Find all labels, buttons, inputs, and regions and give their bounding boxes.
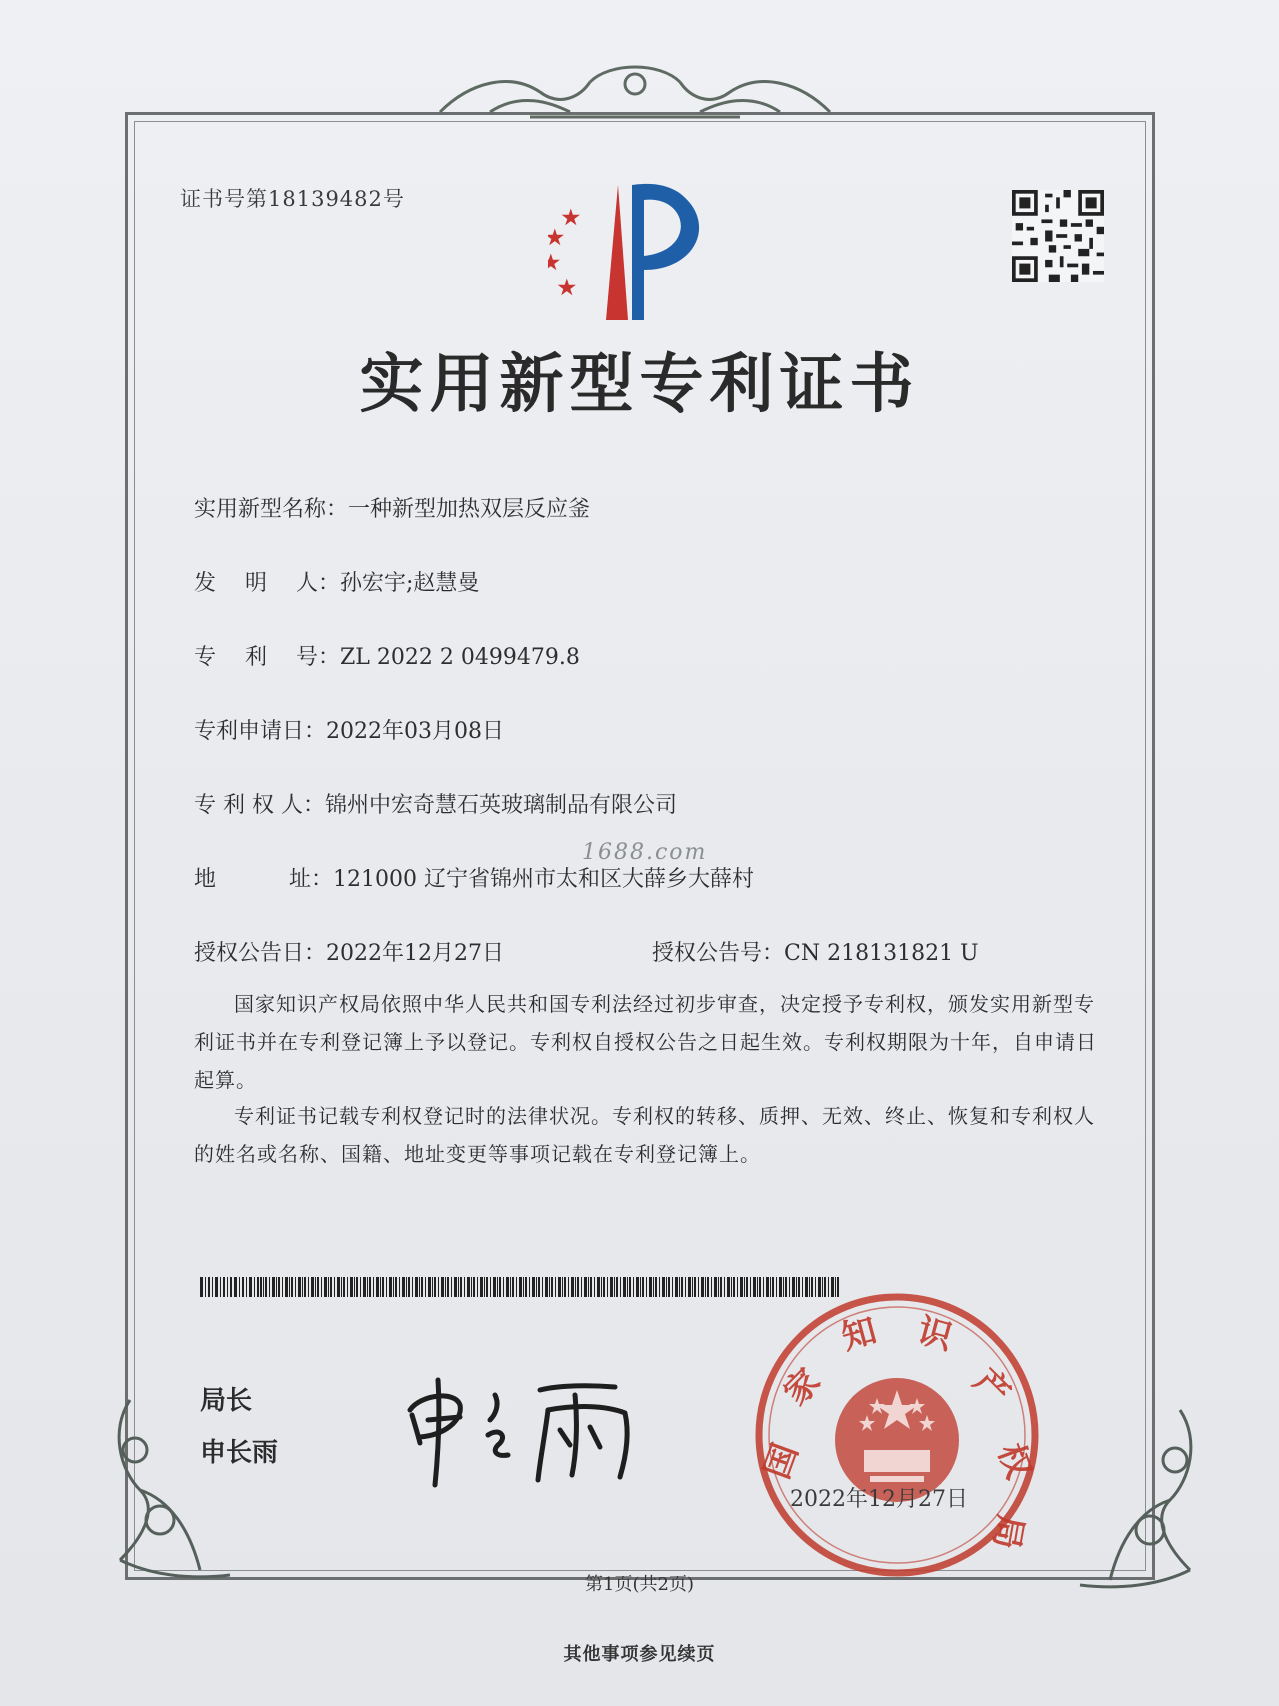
patent-number-row (194, 640, 580, 671)
director-title: 局长 (200, 1386, 253, 1416)
legal-paragraph-2: 专利证书记载专利权登记时的法律状况。专利权的转移、质押、无效、终止、恢复和专利权人的姓名或名称、国籍、地址变更等事项记载在专利登记簿上。 (194, 1104, 1095, 1166)
certificate-title: 实用新型专利证书 (359, 348, 920, 422)
patent-number-label: 专 利 号： (194, 645, 340, 670)
address-value: 121000 辽宁省锦州市太和区大薛乡大薛村 (333, 867, 754, 892)
utility-model-name-value: 一种新型加热双层反应釜 (348, 497, 591, 522)
official-seal-icon (752, 1290, 1042, 1580)
address-label: 地 址： (194, 867, 333, 892)
svg-text:权: 权 (989, 1438, 1039, 1485)
certificate-number: 证书号第18139482号 (180, 187, 405, 211)
seal-date: 2022年12月27日 (790, 1487, 968, 1512)
patent-number-value: ZL 2022 2 0499479.8 (340, 645, 580, 670)
patentee-value: 锦州中宏奇慧石英玻璃制品有限公司 (324, 793, 677, 818)
svg-text:国: 国 (757, 1438, 807, 1485)
grant-number-value: CN 218131821 U (784, 941, 979, 966)
cnipa-emblem-icon (548, 180, 728, 325)
patentee-row (194, 788, 677, 819)
filing-date-row (194, 714, 504, 745)
legal-paragraph-1: 国家知识产权局依照中华人民共和国专利法经过初步审查，决定授予专利权，颁发实用新型专利证书并在专利登记簿上予以登记。专利权自授权公告之日起生效。专利权期限为十年，自申请日起算。 (194, 992, 1097, 1092)
watermark: 1688.com (582, 840, 708, 865)
svg-text:识: 识 (913, 1310, 957, 1359)
page-number: 第1页(共2页) (585, 1574, 694, 1595)
grant-number-row (652, 936, 979, 967)
grant-date-value: 2022年12月27日 (326, 941, 504, 966)
grant-number-label: 授权公告号： (652, 941, 785, 966)
svg-text:家: 家 (776, 1361, 829, 1414)
director-name: 申长雨 (200, 1438, 279, 1468)
svg-text:产: 产 (965, 1361, 1018, 1414)
inventor-value: 孙宏宇;赵慧曼 (340, 571, 480, 596)
svg-text:知: 知 (837, 1310, 881, 1359)
filing-date-value: 2022年03月08日 (326, 719, 504, 744)
inventor-label: 发 明 人： (194, 571, 340, 596)
qr-code-icon (1012, 190, 1104, 282)
filing-date-label: 专利申请日： (194, 719, 327, 744)
grant-date-row (194, 936, 504, 967)
barcode-icon (200, 1277, 840, 1297)
signature-icon (400, 1365, 660, 1495)
utility-model-name-label: 实用新型名称： (194, 497, 349, 522)
address-row (194, 862, 754, 893)
footer-note: 其他事项参见续页 (563, 1644, 716, 1665)
grant-date-label: 授权公告日： (194, 941, 327, 966)
utility-model-name-row (194, 492, 590, 523)
patentee-label: 专 利 权 人： (194, 793, 325, 818)
top-ornament (430, 62, 840, 122)
inventor-row (194, 566, 479, 597)
svg-text:局: 局 (985, 1511, 1031, 1553)
bottom-left-ornament (100, 1390, 240, 1590)
